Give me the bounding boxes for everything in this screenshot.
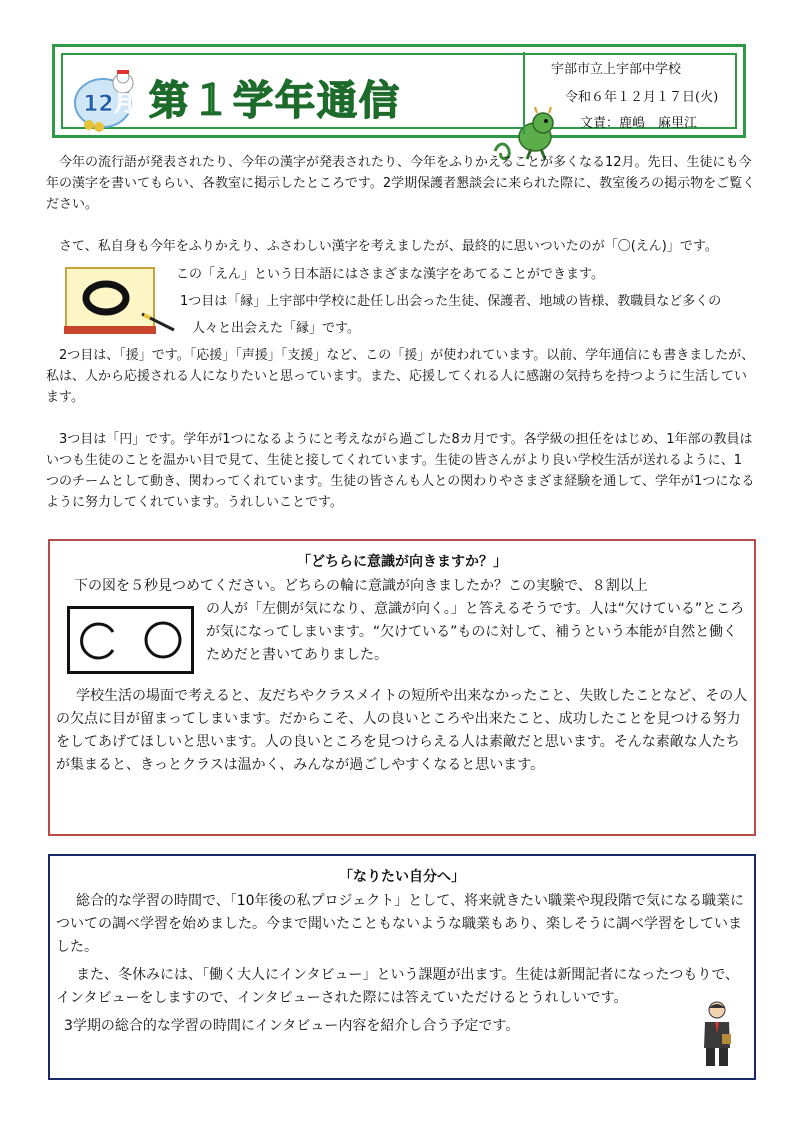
intro-paragraph-4a: 1つ目は「縁」上宇部中学校に赴任し出会った生徒、保護者、地域の皆様、教職員など多くの	[180, 294, 722, 309]
career-column-title: 「なりたい自分へ」	[339, 869, 465, 885]
december-badge-icon	[73, 67, 143, 133]
attention-column	[48, 539, 756, 836]
career-paragraph-2: また、冬休みには、「働く大人にインタビュー」という課題が出ます。生徒は新聞記者になったつもりで、インタビューをしますので、インタビューされた際には答えていただけるとうれしいです。	[56, 967, 740, 1006]
school-name: 宇部市立上宇部中学校	[551, 62, 682, 77]
month-label: 12月	[83, 92, 136, 117]
intro-paragraph-4b: 人々と出会えた「縁」です。	[192, 321, 360, 336]
issue-author: 文責：鹿嶋 麻里江	[580, 116, 698, 131]
career-paragraph-3: 3学期の総合的な学習の時間にインタビュー内容を紹介し合う予定です。	[64, 1018, 520, 1034]
rings-figure-icon	[67, 606, 194, 674]
intro-paragraph-2: さて、私自身も今年をふりかえり、ふさわしい漢字を考えましたが、最終的に思いついたのが「〇(えん)」です。	[59, 239, 718, 254]
intro-paragraph-3: この「えん」という日本語にはさまざまな漢字をあてることができます。	[176, 267, 604, 282]
attention-column-title: 「どちらに意識が向きますか？」	[297, 554, 507, 570]
issue-info	[523, 52, 741, 134]
intro-paragraph-6: 3つ目は「円」です。学年が1つになるようにと考えながら過ごした8カ月です。各学級の担任をはじめ、1年部の教員はいつも生徒のことを温かい目で見て、生徒と接してくれています。生徒の皆さんがより良い学校生活が送れるように、1 つのチームとして動き、関わってくれています。生徒の皆さんも人との関わりやさまざま経験を通して、学年が1つになるように努力してくれています。うれしいことです。	[46, 432, 755, 510]
newsletter-header	[52, 44, 746, 138]
attention-line-1: 下の図を５秒見つめてください。どちらの輪に意識が向きましたか？この実験で、８割以上	[74, 578, 648, 594]
issue-date: 令和６年１２月１７日(火)	[565, 90, 719, 105]
intro-paragraph-5: 2つ目は、「援」です。「応援」「声援」「支援」など、この「援」が使われています。以前、学年通信にも書きましたが、私は、人から応援される人になりたいと思っています。また、応援してくれる人に感謝の気持ちを持つように生活しています。	[46, 348, 755, 405]
newsletter-title: 第１学年通信	[149, 78, 401, 124]
attention-wrapped-text: の人が「左側が気になり、意識が向く。」と答えるそうです。人は“欠けている”ところが気になってしまいます。“欠けている”ものに対して、補うという本能が自然と働くためだと書いてありました。	[206, 601, 745, 663]
career-paragraph-1: 総合的な学習の時間で、「10年後の私プロジェクト」として、将来就きたい職業や現段階で気になる職業についての調べ学習を始めました。今まで聞いたこともないような職業もあり、楽しそうに調べ学習をしていました。	[56, 893, 744, 955]
career-column	[48, 854, 756, 1080]
businessman-icon	[700, 1000, 734, 1070]
intro-paragraph-1: 今年の流行語が発表されたり、今年の漢字が発表されたり、今年をふりかえることが多くなる12月。先日、生徒にも今年の漢字を書いてもらい、各教室に掲示したところです。2学期保護者懇談会に来られた際に、教室後ろの掲示物をご覧ください。	[46, 155, 756, 212]
attention-paragraph-2: 学校生活の場面で考えると、友だちやクラスメイトの短所や出来なかったこと、失敗したことなど、その人の欠点に目が留まってしまいます。だからこそ、人の良いところや出来たこと、成功したことを見つける努力をしてあげてほしいと思います。人の良いところを見つけらえる人は素敵だと思います。そんな素敵な人たちが集まると、きっとクラスは温かく、みんなが過ごしやすくなると思います。	[56, 688, 748, 773]
en-circle-drawing-icon	[64, 266, 184, 336]
